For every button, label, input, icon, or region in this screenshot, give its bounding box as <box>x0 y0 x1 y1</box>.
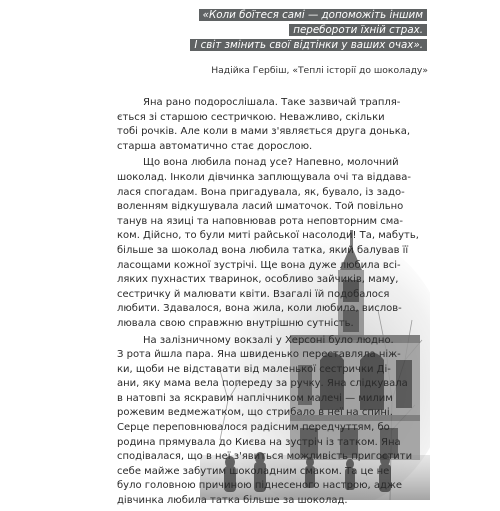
text-line: ляких пухнастих тваринок, особливо зайчиків, маму, <box>117 274 399 286</box>
paragraph <box>117 156 427 331</box>
text-line: родина прямувала до Києва на зустріч із татком. Яна <box>117 436 401 448</box>
body-text <box>117 96 427 511</box>
paragraph <box>117 334 427 509</box>
text-line: ани, яку мама вела попереду за ручку. Яна слідкувала <box>117 378 408 390</box>
text-line: сподівалася, що в неї з'явиться можливість пригостити <box>117 451 413 463</box>
text-line: Яна рано подорослішала. Таке зазвичай трапля- <box>143 97 401 108</box>
text-line: шоколад. Інколи дівчинка заплющувала очі та віддава- <box>117 171 412 183</box>
text-line: ки, щоби не відставати від маленької сестрички Ді- <box>117 363 391 375</box>
text-line: Що вона любила понад усе? Напевно, молочний <box>143 157 399 169</box>
text-line: в натовпі за яскравим наплічником малечі — милим <box>117 392 393 404</box>
text-line: ком. Дійсно, то були миті райської насолоди! Та, мабуть, <box>117 230 419 242</box>
text-line: З рота йшла пара. Яна швиденько переставляла ніж- <box>117 349 401 361</box>
text-line: лювала свою справжню внутрішню сутність. <box>117 317 354 329</box>
text-line: старша автоматично стає дорослою. <box>117 140 313 152</box>
epigraph-line: «Коли боїтеся самі — допоможіть іншим <box>181 8 427 22</box>
text-line: ється зі старшою сестричкою. Неважливо, скільки <box>117 111 385 123</box>
text-line: На залізничному вокзалі у Херсоні було людно. <box>143 334 394 346</box>
text-line: рожевим ведмежатком, що стрибало в неї на спині. <box>117 407 393 419</box>
text-line: тобі рочків. Але коли в мами з'являється друга донька, <box>117 126 411 138</box>
text-line: воленням відкушувала ласий шматочок. Той повільно <box>117 201 404 213</box>
epigraph-line: І світ змінить свої відтінки у ваших очах». <box>181 38 427 52</box>
paragraph <box>117 96 427 154</box>
text-line: дівчинка любила татка більше за шоколад. <box>117 495 348 507</box>
text-line: сестричку й малювати квіти. Взагалі їй подобалося <box>117 288 390 300</box>
text-line: танув на язиці та наповнював рота неповторним сма- <box>117 215 403 227</box>
epigraph-attribution: Надійка Гербіш, «Теплі історії до шоколаду» <box>211 65 428 76</box>
text-line: ласощами кожної зустрічі. Ще вона дуже любила всі- <box>117 259 401 271</box>
text-line: себе майже забутим шоколадним смаком. Та це не <box>117 465 390 477</box>
epigraph <box>181 8 427 53</box>
text-line: Серце переповнювалося радісним передчуттям, бо <box>117 422 390 434</box>
text-line: любити. Здавалося, вона жила, коли любила, вислов- <box>117 303 402 315</box>
text-line: було головною причиною піднесеного настрою, адже <box>117 480 403 492</box>
epigraph-line: перебороти їхній страх. <box>181 23 427 37</box>
text-line: більше за шоколад вона любила татка, який балував її <box>117 244 409 256</box>
text-line: лася спогадам. Вона пригадувала, як, бувало, із задо- <box>117 186 405 198</box>
